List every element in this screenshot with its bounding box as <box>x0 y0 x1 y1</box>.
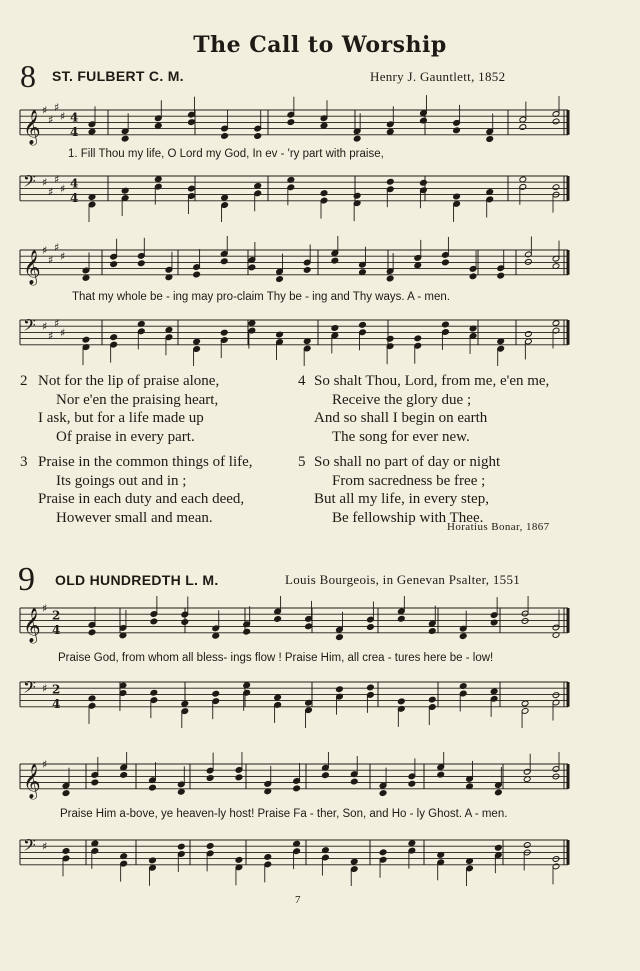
note-head <box>62 790 70 797</box>
note-head <box>248 320 256 327</box>
note-head <box>523 842 531 849</box>
note-head <box>137 260 145 267</box>
bass-clef-icon: 𝄢 <box>23 171 36 195</box>
sharp-icon: ♯ <box>42 104 48 117</box>
composer-credit: Louis Bourgeois, in Genevan Psalter, 1551 <box>285 572 521 587</box>
note-head <box>398 615 406 622</box>
note-head <box>408 840 416 847</box>
note-head <box>336 686 344 693</box>
note-head <box>469 273 477 280</box>
note-head <box>88 629 96 636</box>
time-signature: 4 <box>70 176 79 191</box>
note-head <box>437 771 445 778</box>
note-head <box>188 185 196 192</box>
note-head <box>386 178 394 185</box>
note-head <box>212 690 220 697</box>
note-head <box>525 259 533 266</box>
tune-name: ST. FULBERT C. M. <box>52 68 184 84</box>
note-head <box>379 790 387 797</box>
treble-clef-icon: 𝄞 <box>23 109 41 145</box>
lyrics-line: 1. Fill Thou my life, O Lord my God, In ev - 'ry part with praise, <box>68 148 384 160</box>
time-signature: 4 <box>70 124 79 139</box>
note-head <box>248 264 256 271</box>
sharp-icon: ♯ <box>60 250 66 264</box>
note-head <box>414 262 422 269</box>
note-head <box>367 624 375 631</box>
note-head <box>150 689 158 696</box>
note-head <box>82 336 90 343</box>
note-head <box>519 124 527 131</box>
verse-5: 5 So shall no part of day or night From sacredness be free ; But all my life, in every step, Be fellowship with Thee. <box>298 454 501 526</box>
time-signature: 4 <box>70 110 79 125</box>
note-head <box>414 335 422 342</box>
note-head <box>221 133 229 140</box>
time-signature: 4 <box>70 190 79 205</box>
music-system-9b <box>0 752 640 812</box>
sharp-icon: ♯ <box>54 100 60 114</box>
note-head <box>149 857 157 864</box>
note-head <box>320 190 328 197</box>
tune-name: OLD HUNDREDTH L. M. <box>55 572 219 588</box>
note-head <box>331 325 339 332</box>
note-head <box>274 616 282 623</box>
sharp-icon: ♯ <box>42 320 48 334</box>
note-head <box>428 696 436 703</box>
sharp-icon: ♯ <box>60 326 66 340</box>
note-head <box>177 843 185 850</box>
note-head <box>62 848 70 855</box>
note-head <box>82 275 90 282</box>
note-head <box>408 780 416 787</box>
time-signature: 4 <box>52 622 61 637</box>
sharp-icon: ♯ <box>42 244 48 257</box>
music-system-8b <box>0 236 640 296</box>
sharp-icon: ♯ <box>54 240 60 254</box>
verse-4: 4 So shalt Thou, Lord, from me, e'en me, Receive the glory due ; And so shall I begin on earth The song for ever new. <box>298 373 550 445</box>
note-head <box>398 698 406 705</box>
music-system-8b-bass <box>0 306 640 366</box>
note-head <box>359 321 367 328</box>
note-head <box>490 688 498 695</box>
note-head <box>254 133 262 140</box>
note-head <box>322 772 330 779</box>
note-head <box>88 128 96 135</box>
music-system-9b-bass <box>0 826 640 886</box>
note-head <box>154 122 162 129</box>
time-signature: 2 <box>52 608 61 623</box>
treble-clef-icon: 𝄞 <box>23 249 41 285</box>
note-head <box>525 331 533 338</box>
note-head <box>287 119 295 126</box>
note-head <box>442 259 450 266</box>
note-head <box>552 184 560 191</box>
time-signature: 2 <box>52 682 61 697</box>
note-head <box>428 628 436 635</box>
note-head <box>264 854 272 861</box>
verse-2: 2 Not for the lip of praise alone, Nor e'en the praising heart, I ask, but for a life made up Of praise in every part. <box>20 373 220 445</box>
sharp-icon: ♯ <box>42 840 48 854</box>
note-head <box>274 694 282 701</box>
time-signature: 4 <box>52 696 61 711</box>
note-head <box>386 128 394 135</box>
note-head <box>243 682 251 689</box>
note-head <box>459 633 467 640</box>
sharp-icon: ♯ <box>42 602 48 615</box>
sharp-icon: ♯ <box>60 110 66 124</box>
lyrics-line: Praise God, from whom all bless- ings flow ! Praise Him, all crea - tures here be - low! <box>58 652 494 664</box>
music-system-9a <box>0 596 640 656</box>
note-head <box>212 632 220 639</box>
note-head <box>521 700 529 707</box>
note-head <box>305 623 313 630</box>
note-head <box>110 261 118 268</box>
sharp-icon: ♯ <box>54 317 60 331</box>
treble-clef-icon: 𝄞 <box>23 607 41 643</box>
note-head <box>386 335 394 342</box>
note-head <box>206 775 214 782</box>
author-credit: Horatius Bonar, 1867 <box>447 521 550 533</box>
hymn-number: 8 <box>20 58 36 94</box>
page-title: The Call to Worship <box>193 32 447 58</box>
sharp-icon: ♯ <box>48 185 54 199</box>
note-head <box>149 784 157 791</box>
note-head <box>181 619 189 626</box>
composer-credit: Henry J. Gauntlett, 1852 <box>370 69 506 84</box>
treble-clef-icon: 𝄞 <box>23 763 41 799</box>
note-head <box>221 194 229 201</box>
note-head <box>336 634 344 641</box>
note-head <box>495 789 503 796</box>
note-head <box>353 192 361 199</box>
note-head <box>486 136 494 143</box>
note-head <box>552 692 560 699</box>
note-head <box>293 785 301 792</box>
note-head <box>320 122 328 129</box>
note-head <box>181 700 189 707</box>
note-head <box>154 176 162 183</box>
music-system-9a-bass <box>0 668 640 728</box>
note-head <box>497 272 505 279</box>
note-head <box>367 684 375 691</box>
note-head <box>442 321 450 328</box>
note-head <box>220 329 228 336</box>
sharp-icon: ♯ <box>42 758 48 771</box>
note-head <box>188 119 196 126</box>
note-head <box>150 618 158 625</box>
note-head <box>177 788 185 795</box>
sharp-icon: ♯ <box>42 682 48 696</box>
lyrics-line: That my whole be - ing may pro-claim Thy be - ing and Thy ways. A - men. <box>72 291 450 303</box>
note-head <box>243 628 251 635</box>
note-head <box>331 257 339 264</box>
note-head <box>353 135 361 142</box>
note-head <box>303 267 311 274</box>
note-head <box>350 858 358 865</box>
note-head <box>121 135 129 142</box>
note-head <box>453 127 461 134</box>
sharp-icon: ♯ <box>48 253 54 267</box>
music-system-8a-bass <box>0 162 640 222</box>
verse-3: 3 Praise in the common things of life, Its goings out and in ; Praise in each duty and each deed, However small and mean. <box>20 454 253 526</box>
note-head <box>91 779 99 786</box>
note-head <box>552 320 560 327</box>
sharp-icon: ♯ <box>42 176 48 190</box>
note-head <box>386 275 394 282</box>
note-head <box>193 338 201 345</box>
note-head <box>495 844 503 851</box>
note-head <box>220 258 228 265</box>
note-head <box>552 118 560 125</box>
hymn-number: 9 <box>18 561 35 598</box>
sharp-icon: ♯ <box>48 113 54 127</box>
note-head <box>235 774 243 781</box>
sharp-icon: ♯ <box>60 182 66 196</box>
lyrics-line: Praise Him a-bove, ye heaven-ly host! Praise Fa - ther, Son, and Ho - ly Ghost. A - men. <box>60 808 508 820</box>
note-head <box>453 193 461 200</box>
sharp-icon: ♯ <box>54 173 60 187</box>
note-head <box>379 849 387 856</box>
note-head <box>120 772 128 779</box>
note-head <box>420 117 428 124</box>
note-head <box>420 179 428 186</box>
note-head <box>521 618 529 625</box>
note-head <box>110 334 118 341</box>
bass-clef-icon: 𝄢 <box>23 315 36 339</box>
note-head <box>350 778 358 785</box>
note-head <box>235 857 243 864</box>
note-head <box>193 271 201 278</box>
note-head <box>276 276 284 283</box>
note-head <box>206 843 214 850</box>
bass-clef-icon: 𝄢 <box>23 677 36 701</box>
sharp-icon: ♯ <box>48 329 54 343</box>
bass-clef-icon: 𝄢 <box>23 835 36 859</box>
page-number: 7 <box>295 894 301 906</box>
